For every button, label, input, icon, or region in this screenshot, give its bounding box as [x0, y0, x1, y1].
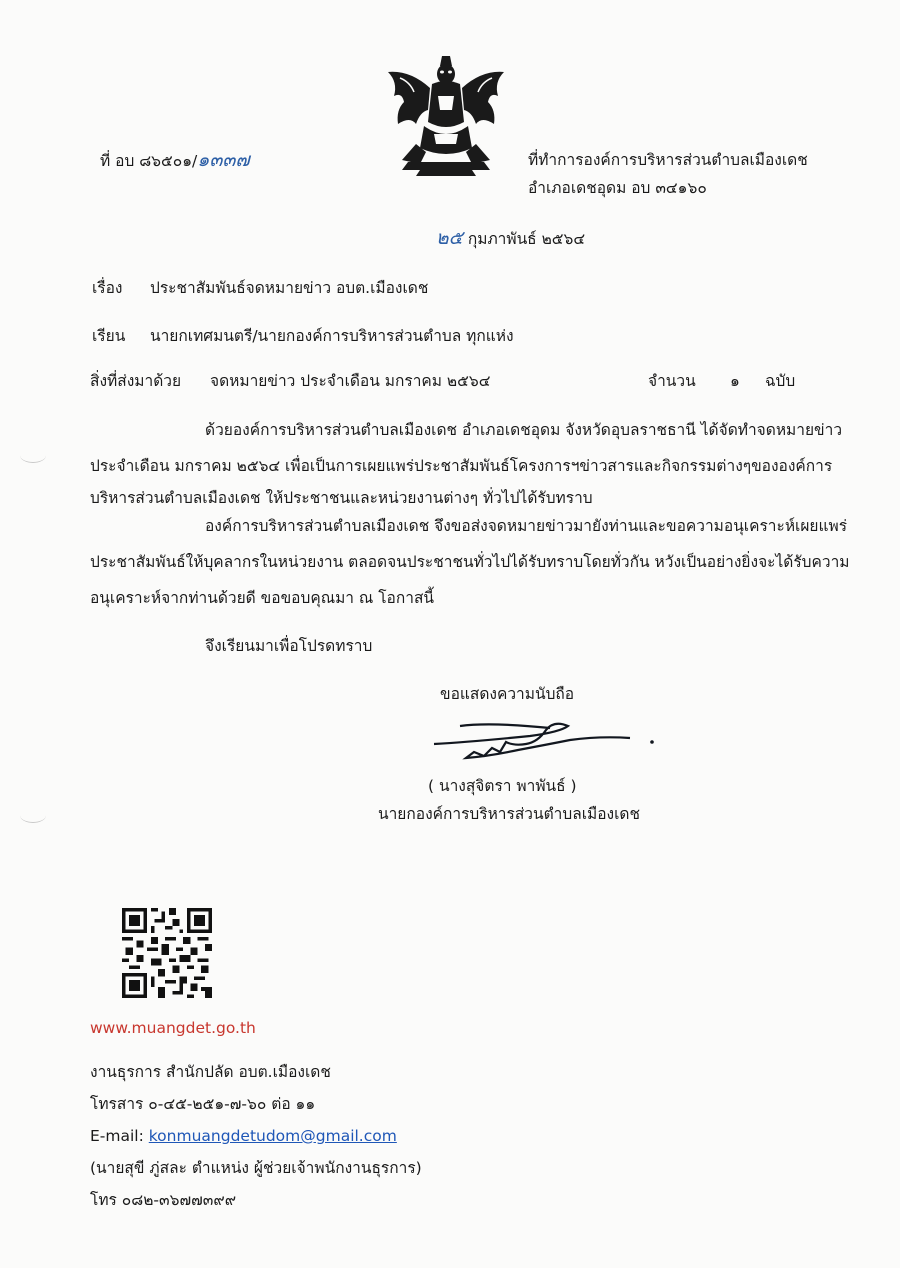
garuda-emblem-icon — [380, 52, 512, 178]
qr-code-icon — [122, 908, 212, 998]
binder-hole-mark — [20, 808, 46, 823]
reference-handwritten: ๑๓๓๗ — [197, 149, 250, 171]
paragraph2-line2: ประชาสัมพันธ์ให้บุคลากรในหน่วยงาน ตลอดจนประชาชนทั่วไปได้รับทราบโดยทั่วกัน หวังเป็นอย่างยิ่งจะได้รับความ — [90, 553, 850, 571]
recipient-label: เรียน — [92, 327, 126, 345]
recipient-text: นายกเทศมนตรี/นายกองค์การบริหารส่วนตำบล ทุกแห่ง — [150, 327, 514, 345]
paragraph2-line1: องค์การบริหารส่วนตำบลเมืองเดช จึงขอส่งจดหมายข่าวมายังท่านและขอความอนุเคราะห์เผยแพร่ — [205, 517, 848, 535]
subject-text: ประชาสัมพันธ์จดหมายข่าว อบต.เมืองเดช — [150, 279, 429, 297]
signatory-name: ( นางสุจิตรา พาพันธ์ ) — [428, 777, 577, 795]
date-handwritten-day: ๒๕ — [436, 227, 463, 249]
reference-prefix: ที่ อบ ๘๖๕๐๑/ — [100, 152, 198, 170]
paragraph1-line1: ด้วยองค์การบริหารส่วนตำบลเมืองเดช อำเภอเดชอุดม จังหวัดอุบลราชธานี ได้จัดทำจดหมายข่าว — [205, 421, 843, 439]
enclosure-text: จดหมายข่าว ประจำเดือน มกราคม ๒๕๖๔ — [210, 372, 491, 390]
paragraph2-line3: อนุเคราะห์จากท่านด้วยดี ขอขอบคุณมา ณ โอกาสนี้ — [90, 589, 435, 607]
enclosure-qty-value: ๑ — [730, 372, 740, 390]
date-month-year: กุมภาพันธ์ ๒๕๖๔ — [467, 230, 586, 248]
paragraph1-line2: ประจำเดือน มกราคม ๒๕๖๔ เพื่อเป็นการเผยแพร่ประชาสัมพันธ์โครงการฯข่าวสารและกิจกรรมต่างๆขององค์การ — [90, 457, 833, 475]
enclosure-label: สิ่งที่ส่งมาด้วย — [90, 372, 182, 390]
letter-date — [436, 228, 585, 249]
enclosure-qty-label: จำนวน — [648, 372, 696, 390]
email-label: E-mail: — [90, 1127, 149, 1145]
binder-hole-mark — [20, 448, 46, 463]
regards-line: ขอแสดงความนับถือ — [440, 685, 575, 703]
subject-label: เรื่อง — [92, 279, 123, 297]
footer-department: งานธุรการ สำนักปลัด อบต.เมืองเดช — [90, 1063, 331, 1081]
closing-line: จึงเรียนมาเพื่อโปรดทราบ — [205, 637, 373, 655]
signatory-position: นายกองค์การบริหารส่วนตำบลเมืองเดช — [378, 805, 640, 823]
website-link[interactable]: www.muangdet.go.th — [90, 1019, 256, 1037]
handwritten-signature-icon — [430, 718, 660, 768]
enclosure-qty-unit: ฉบับ — [765, 372, 796, 390]
reference-number — [100, 150, 250, 171]
email-link[interactable]: konmuangdetudom@gmail.com — [148, 1127, 397, 1145]
footer-fax: โทรสาร ๐-๔๕-๒๕๑-๗-๖๐ ต่อ ๑๑ — [90, 1095, 316, 1113]
footer-email-row — [90, 1126, 397, 1146]
footer-phone: โทร ๐๘๒-๓๖๗๗๓๙๙ — [90, 1191, 237, 1209]
sender-address-line1: ที่ทำการองค์การบริหารส่วนตำบลเมืองเดช — [528, 151, 808, 169]
footer-contact-person: (นายสุขี ภู่สละ ตำแหน่ง ผู้ช่วยเจ้าพนักงานธุรการ) — [90, 1159, 422, 1177]
sender-address-line2: อำเภอเดชอุดม อบ ๓๔๑๖๐ — [528, 179, 707, 197]
paragraph1-line3: บริหารส่วนตำบลเมืองเดช ให้ประชาชนและหน่วยงานต่างๆ ทั่วไปได้รับทราบ — [90, 489, 593, 507]
